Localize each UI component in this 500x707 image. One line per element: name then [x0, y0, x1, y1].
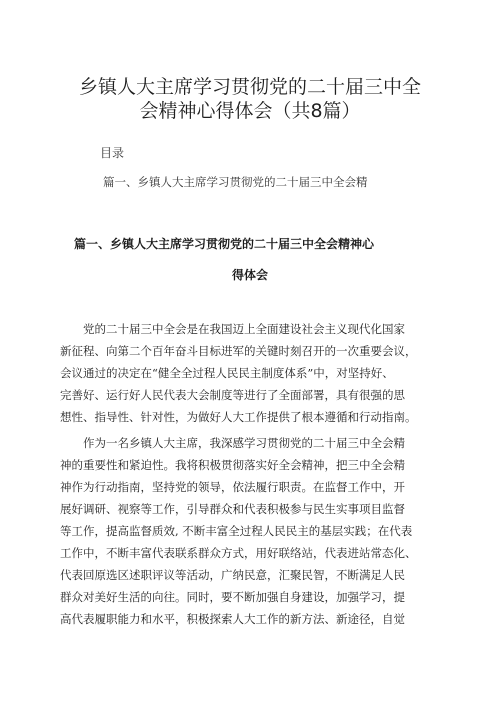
toc-item[interactable]: 篇一、乡镇人大主席学习贯彻党的二十届三中全会精 [103, 175, 368, 189]
paragraph-line: 完善好、运行好人民代表大会制度等进行了全面部署，具有很强的思 [60, 388, 405, 402]
paragraph-1 [60, 318, 442, 428]
paragraph-2 [60, 432, 442, 630]
paragraph-line: 展好调研、视察等工作，引导群众和代表积极参与民生实事项目监督 [60, 502, 405, 516]
paragraph-line: 高代表履职能力和水平，积极探索人大工作的新方法、新途径，自觉 [60, 612, 405, 626]
paragraph-line: 神作为行动指南，坚持党的领导，依法履行职责。在监督工作中，开 [60, 480, 405, 494]
section-heading-line1: 篇一、乡镇人大主席学习贯彻党的二十届三中全会精神心 [74, 237, 375, 251]
paragraph-line: 群众对美好生活的向往。同时，要不断加强自身建设，加强学习，提 [60, 590, 405, 604]
paragraph-line: 会议通过的决定在“健全全过程人民民主制度体系”中，对坚持好、 [60, 366, 394, 380]
toc-heading: 目录 [100, 146, 125, 160]
document-title-line2: 会精神心得体会（共8篇） [139, 100, 361, 122]
paragraph-line: 神的重要性和紧迫性。我将积极贯彻落实好全会精神，把三中全会精 [60, 458, 405, 472]
paragraph-line: 新征程、向第二个百年奋斗目标进军的关键时刻召开的一次重要会议， [60, 344, 417, 358]
paragraph-line: 等工作，提高监督质效, 不断丰富全过程人民民主的基层实践；在代表 [60, 524, 413, 538]
document-title-line1: 乡镇人大主席学习贯彻党的二十届三中全 [78, 76, 421, 98]
paragraph-line: 党的二十届三中全会是在我国迈上全面建设社会主义现代化国家 [83, 322, 405, 336]
paragraph-line: 作为一名乡镇人大主席，我深感学习贯彻党的二十届三中全会精 [83, 436, 405, 450]
paragraph-line: 想性、指导性、针对性，为做好人大工作提供了根本遵循和行动指南。 [60, 410, 417, 424]
paragraph-line: 工作中，不断丰富代表联系群众方式，用好联络站，代表进站常态化、 [60, 546, 417, 560]
section-heading-line2: 得体会 [231, 268, 268, 282]
paragraph-line: 代表回原选区述职评议等活动，广纳民意，汇聚民智，不断满足人民 [60, 568, 405, 582]
